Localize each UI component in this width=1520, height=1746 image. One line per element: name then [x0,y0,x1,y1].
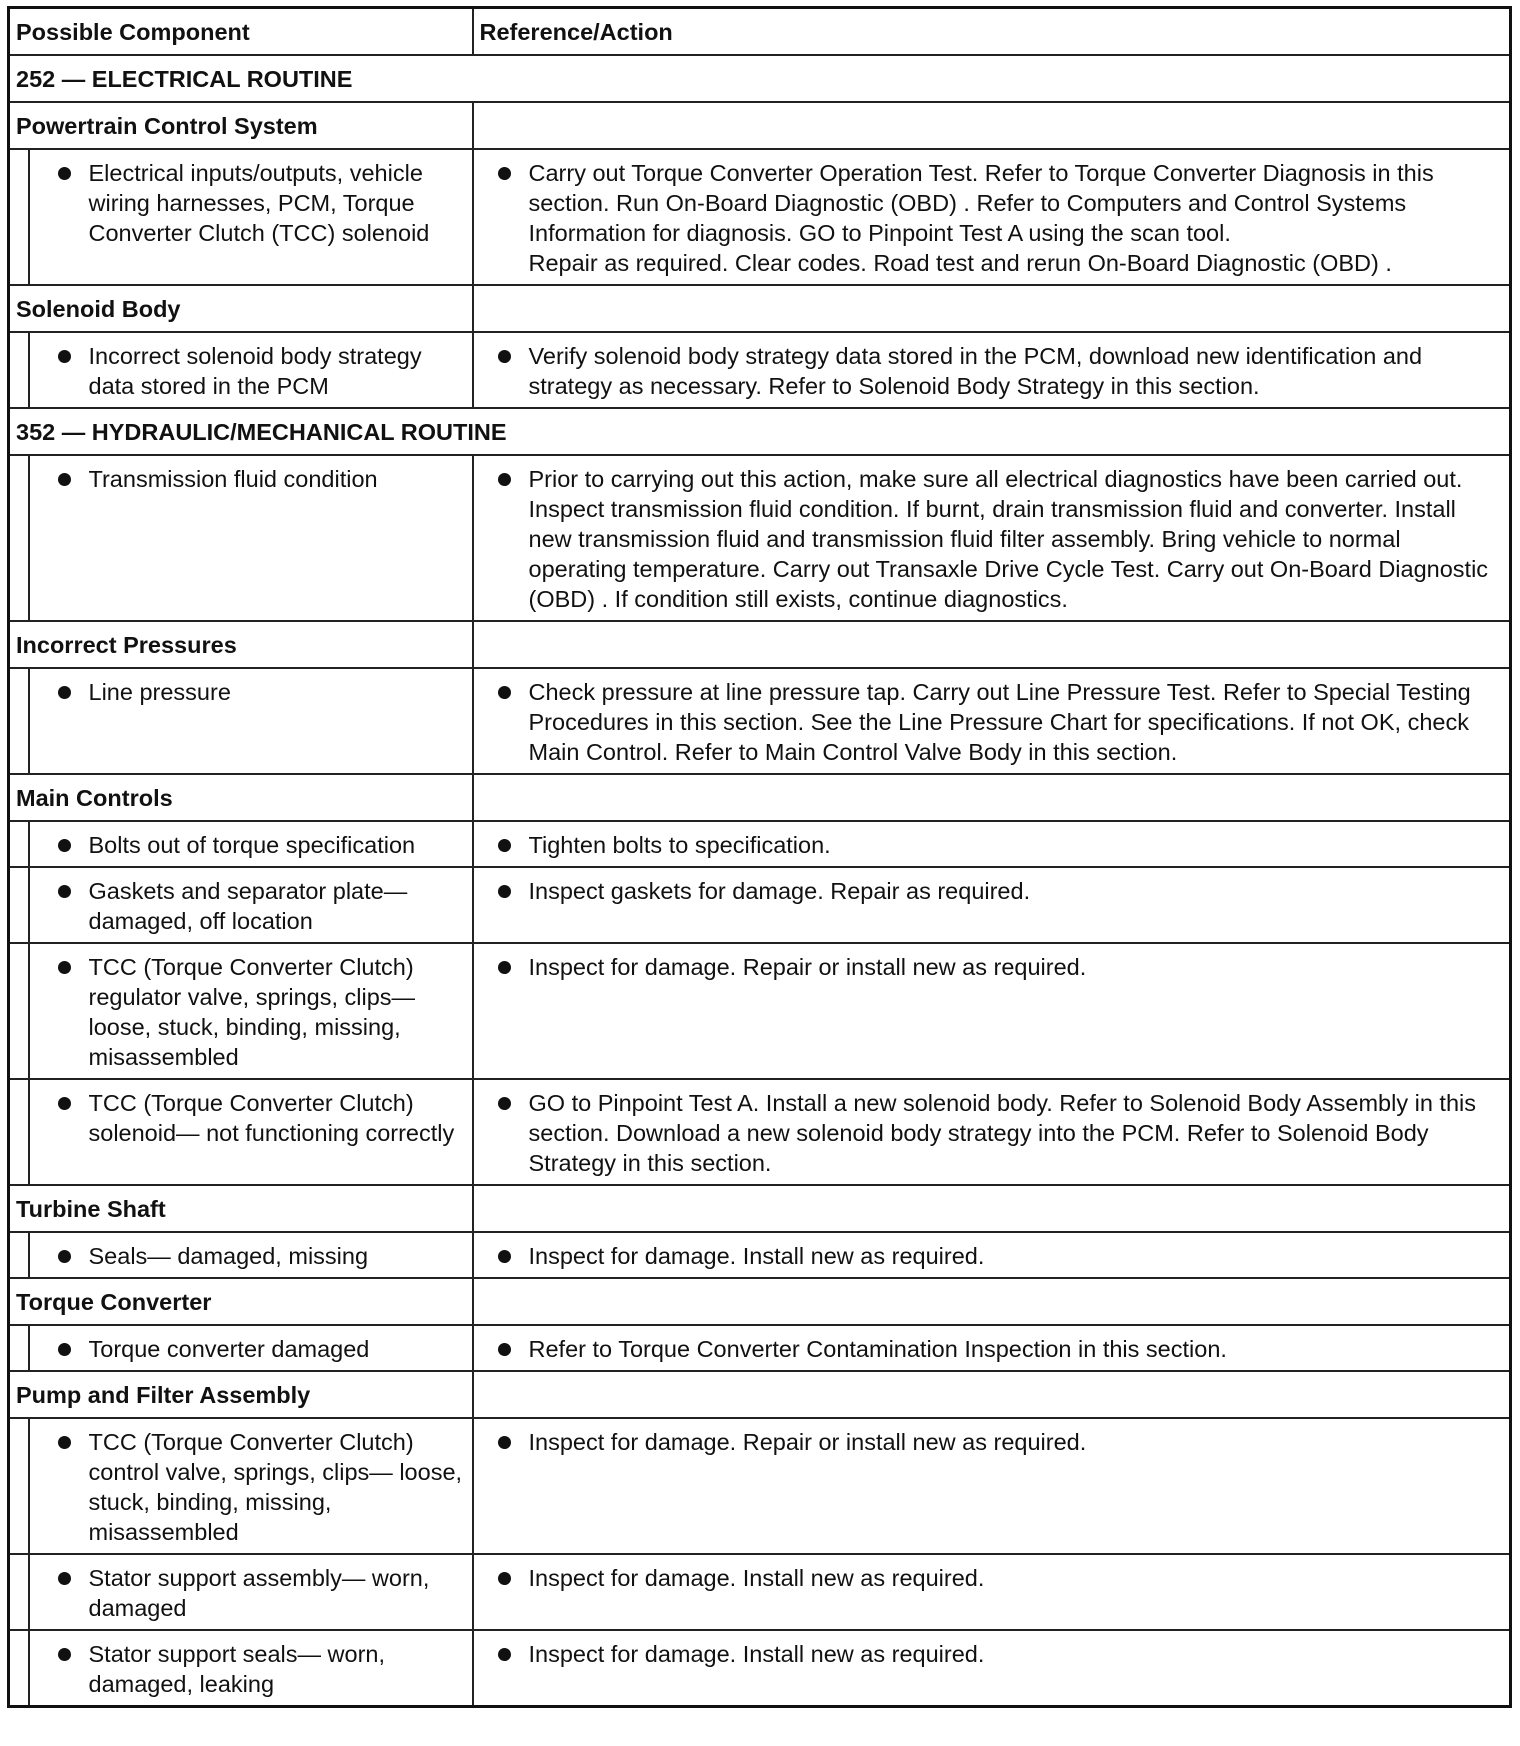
bullet-icon [498,961,511,974]
category-name: Pump and Filter Assembly [9,1371,473,1418]
action-cell [473,1554,1511,1630]
component-cell [29,1079,473,1185]
indent-gutter [9,943,29,1079]
indent-gutter [9,668,29,774]
table-header-row [9,8,1511,56]
component-text: Incorrect solenoid body strategy data stored in the PCM [88,343,422,399]
component-text: TCC (Torque Converter Clutch) control valve, springs, clips— loose, stuck, binding, missing, misassembled [88,1429,463,1545]
category-row [9,285,1511,332]
indent-gutter [9,867,29,943]
component-bullet-item [38,1427,464,1547]
action-text: Carry out Torque Converter Operation Test. Refer to Torque Converter Diagnosis in this section. Run On-Board Diagnostic (OBD) . Refer to Computers and Control Systems Information for diagnosis. GO to Pinpoint Test A using the scan tool. Repair as required. Clear codes. Road test and rerun On-Board Diagnostic (OBD) . [528,160,1434,276]
action-bullet-item [482,876,1502,906]
table-row [9,1418,1511,1554]
section-title: 252 — ELECTRICAL ROUTINE [9,55,1511,102]
bullet-icon [498,350,511,363]
action-cell [473,1630,1511,1707]
indent-gutter [9,332,29,408]
component-bullet-item [38,341,464,401]
category-name: Torque Converter [9,1278,473,1325]
action-text: Inspect for damage. Repair or install new as required. [528,1429,1087,1455]
action-bullet-item [482,1427,1502,1457]
bullet-icon [58,1572,71,1585]
component-text: Transmission fluid condition [88,466,378,492]
table-row [9,1079,1511,1185]
component-bullet-item [38,1088,464,1148]
action-bullet-item [482,1334,1502,1364]
header-possible-component: Possible Component [9,8,473,56]
bullet-icon [58,1648,71,1661]
action-text: Verify solenoid body strategy data stored in the PCM, download new identification and strategy as necessary. Refer to Solenoid Body Strategy in this section. [528,343,1423,399]
diagnostic-table [7,6,1512,1708]
component-text: TCC (Torque Converter Clutch) regulator valve, springs, clips— loose, stuck, binding, missing, misassembled [88,954,416,1070]
bullet-icon [58,1097,71,1110]
category-name: Turbine Shaft [9,1185,473,1232]
bullet-icon [498,1343,511,1356]
category-row [9,102,1511,149]
component-cell [29,1630,473,1707]
table-row [9,332,1511,408]
component-bullet-item [38,158,464,248]
bullet-icon [58,350,71,363]
indent-gutter [9,1232,29,1278]
component-bullet-item [38,1241,464,1271]
action-bullet-item [482,341,1502,401]
table-row [9,668,1511,774]
action-cell [473,1418,1511,1554]
bullet-icon [498,885,511,898]
bullet-icon [58,473,71,486]
category-name: Incorrect Pressures [9,621,473,668]
category-name: Solenoid Body [9,285,473,332]
section-row [9,408,1511,455]
table-row [9,455,1511,621]
action-text: GO to Pinpoint Test A. Install a new solenoid body. Refer to Solenoid Body Assembly in this section. Download a new solenoid body strategy into the PCM. Refer to Solenoid Body Strategy in this section. [528,1090,1476,1176]
component-cell [29,867,473,943]
diagnostic-table-body [9,8,1511,1707]
category-empty-cell [473,774,1511,821]
indent-gutter [9,1079,29,1185]
component-bullet-item [38,677,464,707]
action-text: Check pressure at line pressure tap. Carry out Line Pressure Test. Refer to Special Testing Procedures in this section. See the Line Pressure Chart for specifications. If not OK, check Main Control. Refer to Main Control Valve Body in this section. [528,679,1471,765]
table-row [9,943,1511,1079]
component-text: Stator support seals— worn, damaged, leaking [88,1641,385,1697]
bullet-icon [58,1436,71,1449]
component-cell [29,821,473,867]
bullet-icon [498,1648,511,1661]
section-title: 352 — HYDRAULIC/MECHANICAL ROUTINE [9,408,1511,455]
action-bullet-item [482,1241,1502,1271]
category-empty-cell [473,1278,1511,1325]
bullet-icon [58,961,71,974]
diagnostic-table-page [7,6,1512,1708]
bullet-icon [498,839,511,852]
action-text: Tighten bolts to specification. [528,832,831,858]
action-text: Inspect gaskets for damage. Repair as required. [528,878,1031,904]
action-cell [473,1232,1511,1278]
component-text: Gaskets and separator plate— damaged, off location [88,878,408,934]
action-cell [473,332,1511,408]
action-text: Inspect for damage. Install new as required. [528,1243,985,1269]
indent-gutter [9,1325,29,1371]
table-row [9,821,1511,867]
component-bullet-item [38,830,464,860]
category-row [9,774,1511,821]
component-text: Line pressure [88,679,231,705]
action-cell [473,943,1511,1079]
category-empty-cell [473,285,1511,332]
indent-gutter [9,1554,29,1630]
component-bullet-item [38,876,464,936]
action-text: Refer to Torque Converter Contamination Inspection in this section. [528,1336,1227,1362]
component-bullet-item [38,464,464,494]
indent-gutter [9,1418,29,1554]
category-row [9,1278,1511,1325]
action-cell [473,1079,1511,1185]
action-text: Inspect for damage. Repair or install new as required. [528,954,1087,980]
action-bullet-item [482,677,1502,767]
bullet-icon [58,1250,71,1263]
category-empty-cell [473,102,1511,149]
bullet-icon [498,473,511,486]
bullet-icon [498,167,511,180]
component-cell [29,1418,473,1554]
action-bullet-item [482,464,1502,614]
component-text: Stator support assembly— worn, damaged [88,1565,430,1621]
category-row [9,1371,1511,1418]
indent-gutter [9,455,29,621]
action-bullet-item [482,952,1502,982]
action-bullet-item [482,830,1502,860]
component-text: Seals— damaged, missing [88,1243,369,1269]
component-bullet-item [38,1563,464,1623]
component-cell [29,149,473,285]
action-cell [473,668,1511,774]
header-reference-action: Reference/Action [473,8,1511,56]
bullet-icon [498,1250,511,1263]
action-bullet-item [482,1639,1502,1669]
bullet-icon [58,167,71,180]
action-cell [473,1325,1511,1371]
category-empty-cell [473,1185,1511,1232]
action-text: Prior to carrying out this action, make sure all electrical diagnostics have been carried out. Inspect transmission fluid condition. If burnt, drain transmission fluid and converter. Install new transmission fluid and transmission fluid filter assembly. Bring vehicle to normal operating temperature. Carry out Transaxle Drive Cycle Test. Carry out On-Board Diagnostic (OBD) . If condition still exists, continue diagnostics. [528,466,1489,612]
component-cell [29,1232,473,1278]
category-empty-cell [473,1371,1511,1418]
action-cell [473,821,1511,867]
action-bullet-item [482,158,1502,278]
component-bullet-item [38,1334,464,1364]
category-row [9,621,1511,668]
action-bullet-item [482,1563,1502,1593]
table-row [9,1325,1511,1371]
component-cell [29,1325,473,1371]
action-cell [473,455,1511,621]
action-bullet-item [482,1088,1502,1178]
bullet-icon [58,885,71,898]
component-cell [29,332,473,408]
category-name: Powertrain Control System [9,102,473,149]
indent-gutter [9,149,29,285]
indent-gutter [9,821,29,867]
component-cell [29,943,473,1079]
table-row [9,867,1511,943]
component-cell [29,1554,473,1630]
bullet-icon [498,1436,511,1449]
component-text: Bolts out of torque specification [88,832,416,858]
action-text: Inspect for damage. Install new as required. [528,1565,985,1591]
bullet-icon [58,686,71,699]
table-row [9,149,1511,285]
component-cell [29,668,473,774]
indent-gutter [9,1630,29,1707]
component-text: Torque converter damaged [88,1336,370,1362]
category-empty-cell [473,621,1511,668]
component-text: TCC (Torque Converter Clutch) solenoid— not functioning correctly [88,1090,455,1146]
component-text: Electrical inputs/outputs, vehicle wiring harnesses, PCM, Torque Converter Clutch (TCC) solenoid [88,160,430,246]
bullet-icon [58,1343,71,1356]
action-cell [473,149,1511,285]
table-row [9,1630,1511,1707]
bullet-icon [498,1097,511,1110]
action-cell [473,867,1511,943]
bullet-icon [498,1572,511,1585]
category-name: Main Controls [9,774,473,821]
section-row [9,55,1511,102]
bullet-icon [498,686,511,699]
table-row [9,1232,1511,1278]
component-bullet-item [38,1639,464,1699]
component-bullet-item [38,952,464,1072]
component-cell [29,455,473,621]
table-row [9,1554,1511,1630]
action-text: Inspect for damage. Install new as required. [528,1641,985,1667]
bullet-icon [58,839,71,852]
category-row [9,1185,1511,1232]
